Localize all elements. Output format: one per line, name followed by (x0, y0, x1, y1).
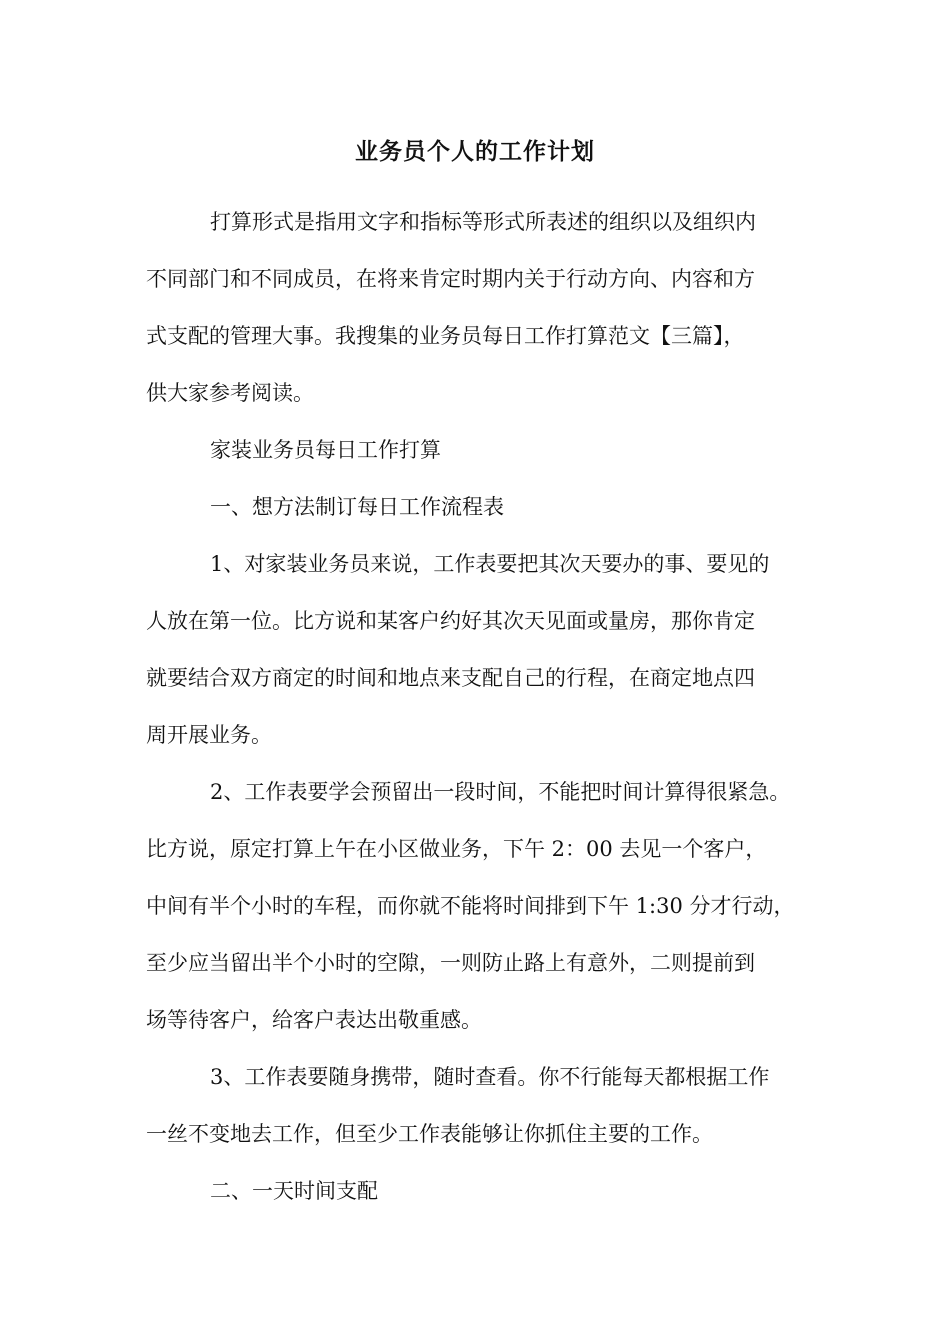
paragraph-line: 1、对家装业务员来说，工作表要把其次天要办的事、要见的 (210, 552, 770, 576)
paragraph-line: 打算形式是指用文字和指标等形式所表述的组织以及组织内 (210, 210, 756, 234)
paragraph-line: 人放在第一位。比方说和某客户约好其次天见面或量房，那你肯定 (146, 609, 755, 633)
paragraph-line: 中间有半个小时的车程，而你就不能将时间排到下午 1:30 分才行动， (146, 894, 795, 918)
paragraph-line: 供大家参考阅读。 (146, 381, 314, 405)
document-title: 业务员个人的工作计划 (355, 138, 595, 165)
paragraph-line: 3、工作表要随身携带，随时查看。你不行能每天都根据工作 (210, 1065, 770, 1089)
section-heading: 一、想方法制订每日工作流程表 (210, 495, 504, 519)
paragraph-line: 比方说，原定打算上午在小区做业务，下午 2：00 去见一个客户， (146, 837, 767, 861)
section-heading: 二、一天时间支配 (210, 1179, 378, 1203)
paragraph-line: 场等待客户，给客户表达出敬重感。 (146, 1008, 482, 1032)
paragraph-line: 2、工作表要学会预留出一段时间，不能把时间计算得很紧急。 (210, 780, 791, 804)
paragraph-line: 式支配的管理大事。我搜集的业务员每日工作打算范文【三篇】， (146, 324, 745, 348)
paragraph-line: 至少应当留出半个小时的空隙，一则防止路上有意外，二则提前到 (146, 951, 755, 975)
paragraph-line: 周开展业务。 (146, 723, 272, 747)
section-heading: 家装业务员每日工作打算 (210, 438, 441, 462)
paragraph-line: 就要结合双方商定的时间和地点来支配自己的行程，在商定地点四 (146, 666, 755, 690)
paragraph-line: 一丝不变地去工作，但至少工作表能够让你抓住主要的工作。 (146, 1122, 713, 1146)
paragraph-line: 不同部门和不同成员，在将来肯定时期内关于行动方向、内容和方 (146, 267, 755, 291)
